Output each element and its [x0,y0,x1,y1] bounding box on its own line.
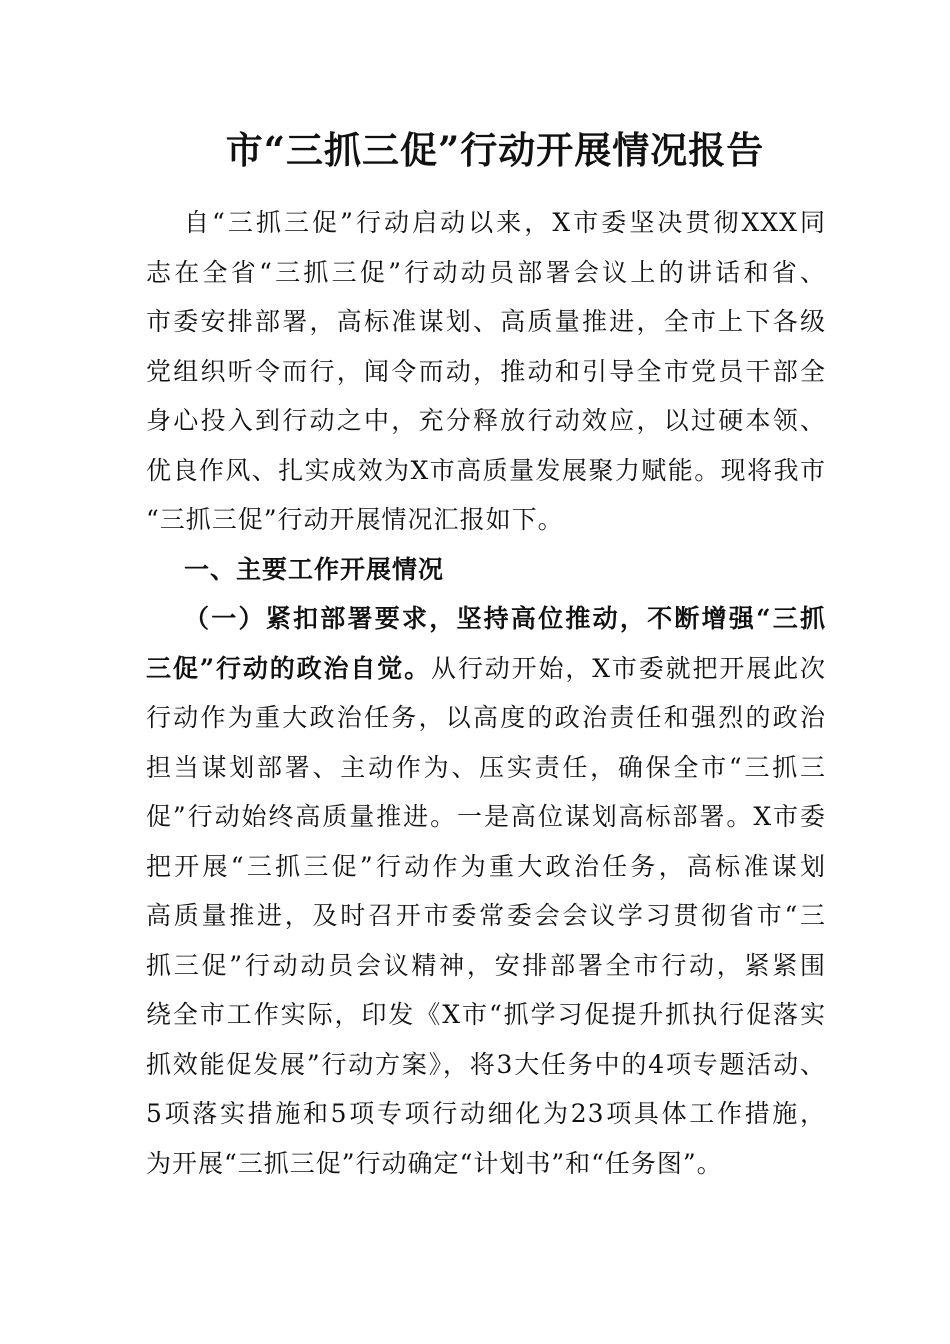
subsection-heading-end: 三促”行动的政治自觉。 [146,653,431,683]
intro-line: 市委安排部署，高标准谋划、高质量推进，全市上下各级 [146,307,826,336]
intro-line: 自“三抓三促”行动启动以来，X市委坚决贯彻XXX同 [184,208,826,237]
subsection-line: 促”行动始终高质量推进。一是高位谋划高标部署。X市委 [146,802,826,831]
subsection-heading: （一）紧扣部署要求，坚持高位推动，不断增强“三抓 [184,604,826,633]
subsection-line: 高质量推进，及时召开市委常委会会议学习贯彻省市“三 [146,901,826,930]
intro-line: “三抓三促”行动开展情况汇报如下。 [146,505,564,534]
subsection-text: 从行动开始，X市委就把开展此次 [430,653,826,683]
subsection-line: 为开展“三抓三促”行动确定“计划书”和“任务图”。 [146,1148,723,1178]
intro-line: 身心投入到行动之中，充分释放行动效应，以过硬本领、 [146,406,826,435]
subsection-line: 行动作为重大政治任务，以高度的政治责任和强烈的政治 [146,703,826,732]
document-title: 市“三抓三促”行动开展情况报告 [225,128,765,172]
subsection-line: 抓三促”行动动员会议精神，安排部署全市行动，紧紧围 [146,950,826,980]
subsection-line: 把开展“三抓三促”行动作为重大政治任务，高标准谋划 [146,851,826,881]
intro-line: 优良作风、扎实成效为X市高质量发展聚力赋能。现将我市 [146,455,826,485]
intro-line: 党组织听令而行，闻令而动，推动和引导全市党员干部全 [146,356,826,386]
subsection-line: 担当谋划部署、主动作为、压实责任，确保全市“三抓三 [146,752,826,782]
subsection-line [146,644,826,694]
subsection-line: 抓效能促发展”行动方案》，将3大任务中的4项专题活动、 [146,1049,826,1079]
subsection-line: 绕全市工作实际，印发《X市“抓学习促提升抓执行促落实 [146,1000,826,1029]
document-body [146,198,826,1188]
intro-line: 志在全省“三抓三促”行动动员部署会议上的讲话和省、 [146,257,826,287]
section-heading: 一、主要工作开展情况 [184,554,445,584]
subsection-line: 5项落实措施和5项专项行动细化为23项具体工作措施， [146,1099,826,1128]
